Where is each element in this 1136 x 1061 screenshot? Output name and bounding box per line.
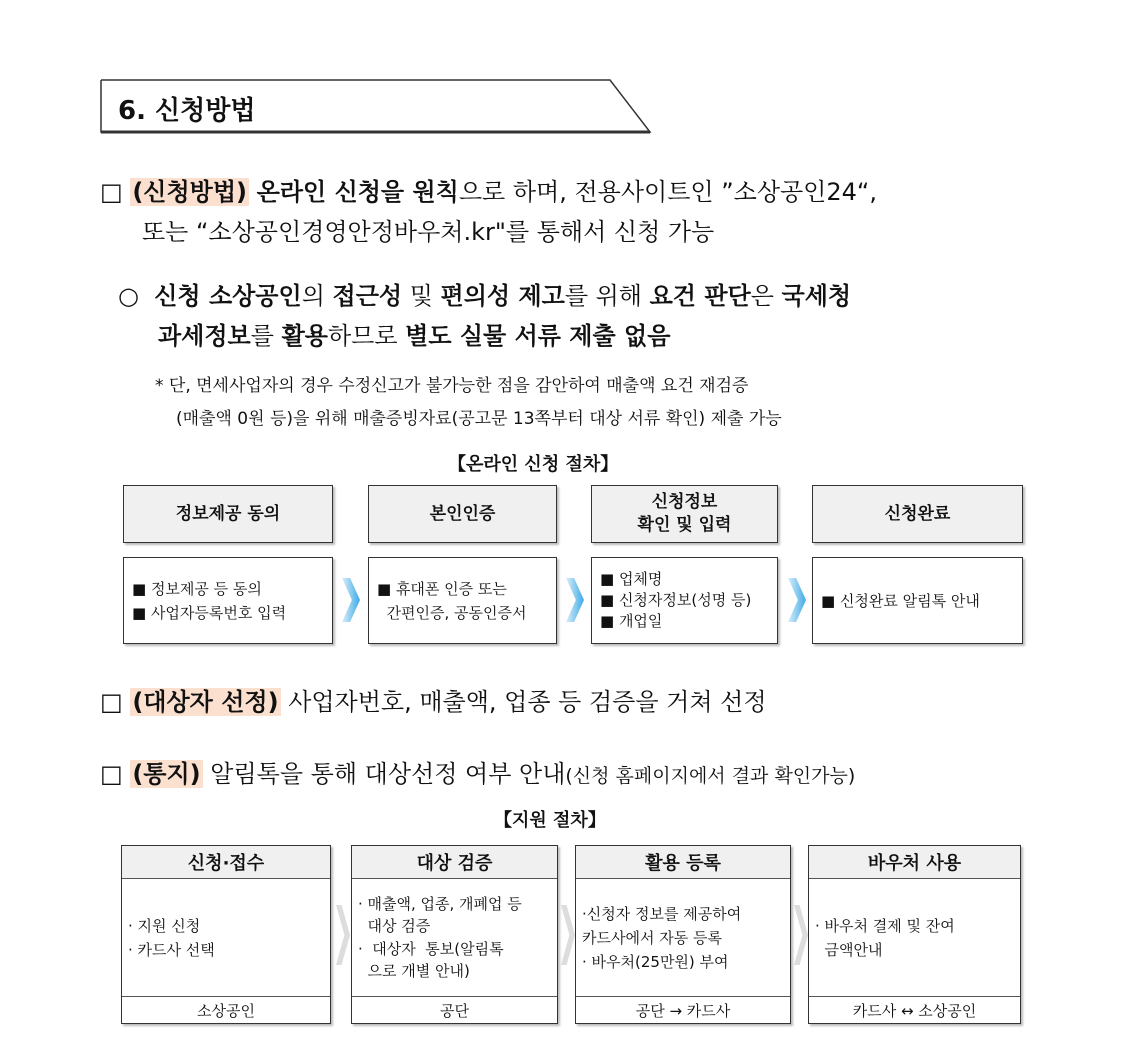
online-step-content — [123, 557, 333, 644]
text: ■ 사업자등록번호 입력 — [132, 603, 287, 622]
text: 접근성 — [332, 282, 403, 310]
text: ■ 개업일 — [600, 612, 663, 630]
item-notification — [100, 754, 855, 789]
text: 를 위해 — [564, 282, 650, 310]
text: 과세정보 — [158, 322, 251, 350]
text: 알림톡을 통해 대상선정 여부 안내 — [210, 760, 566, 788]
text: 소상공인 — [122, 996, 330, 1023]
text: 별도 실물 서류 제출 없음 — [405, 322, 671, 350]
text: (대상자 선정) — [132, 688, 279, 716]
text: 활용 등록 — [576, 846, 790, 879]
text: 으로 개별 안내) — [358, 962, 470, 980]
text: 신청·접수 — [122, 846, 330, 879]
item-target-selection — [100, 682, 767, 717]
online-step-content — [591, 557, 778, 644]
text: 하므로 — [327, 322, 406, 350]
text: 를 — [250, 322, 282, 350]
text: (신청방법) — [132, 178, 248, 206]
online-step-header: 본인인증 — [368, 485, 557, 543]
support-step — [808, 845, 1021, 1024]
text: · 바우처 결제 및 잔여 — [815, 916, 955, 935]
item-application-method — [100, 172, 877, 207]
text: 편의성 제고 — [440, 282, 565, 310]
support-process-title: 【지원 절차】 — [494, 810, 606, 831]
text: 대상 검증 — [358, 917, 431, 935]
text: 신청 소상공인 — [154, 282, 302, 310]
text: 공단 — [352, 996, 557, 1023]
text: 대상 검증 — [352, 846, 557, 879]
sub-item-accessibility-line2 — [158, 316, 670, 351]
online-step-header: 신청정보 확인 및 입력 — [591, 485, 778, 543]
text: · 대상자 통보(알림톡 — [358, 939, 504, 958]
text: ■ 휴대폰 인증 또는 — [377, 579, 507, 598]
sub-item-accessibility — [118, 276, 851, 311]
text: ·신청자 정보를 제공하여 — [582, 904, 742, 923]
checkbox-icon: □ — [100, 178, 123, 206]
online-step-content — [812, 557, 1023, 644]
text: ■ 신청완료 알림톡 안내 — [821, 591, 980, 610]
text: 사업자번호, 매출액, 업종 등 검증을 거쳐 선정 — [288, 688, 767, 716]
note-line2: (매출액 0원 등)을 위해 매출증빙자료(공고문 13쪽부터 대상 서류 확인) 제출 가능 — [176, 409, 782, 429]
online-step-content — [368, 557, 557, 644]
text: (통지) — [132, 760, 201, 788]
text: 으로 하며, 전용사이트인 ”소상공인24“, — [458, 178, 877, 206]
text: · 지원 신청 — [128, 916, 201, 935]
section-title: 6. 신청방법 — [118, 96, 256, 126]
arrow-right-icon — [561, 905, 575, 965]
online-process-title: 【온라인 신청 절차】 — [448, 454, 619, 475]
arrow-right-icon — [342, 578, 360, 622]
checkbox-icon: □ — [100, 760, 123, 788]
arrow-right-icon — [788, 578, 806, 622]
text: 간편인증, 공동인증서 — [377, 603, 527, 622]
text: 온라인 신청을 원칙 — [256, 178, 459, 206]
text: 활용 — [281, 322, 328, 350]
text: 바우처 사용 — [809, 846, 1020, 879]
text: 금액안내 — [815, 940, 883, 959]
text: 공단 → 카드사 — [576, 996, 790, 1023]
text: ■ 정보제공 등 동의 — [132, 579, 262, 598]
arrow-right-icon — [336, 905, 350, 965]
text: · 카드사 선택 — [128, 940, 215, 959]
support-step — [351, 845, 558, 1024]
text: 요건 판단 — [649, 282, 751, 310]
text: 카드사에서 자동 등록 — [582, 928, 722, 947]
text: 카드사 ↔ 소상공인 — [809, 996, 1020, 1023]
item-application-method-line2: 또는 “소상공인경영안정바우처.kr"를 통해서 신청 가능 — [142, 218, 715, 246]
online-step-header: 신청완료 — [812, 485, 1023, 543]
text: 은 — [750, 282, 782, 310]
text: · 바우처(25만원) 부여 — [582, 952, 729, 971]
text: · 매출액, 업종, 개폐업 등 — [358, 894, 522, 913]
text: 및 — [402, 282, 441, 310]
support-step — [121, 845, 331, 1024]
online-step-header: 정보제공 동의 — [123, 485, 333, 543]
text: ■ 업체명 — [600, 570, 663, 588]
note-line1: * 단, 면세사업자의 경우 수정신고가 불가능한 점을 감안하여 매출액 요건 재검증 — [155, 376, 749, 396]
arrow-right-icon — [794, 905, 808, 965]
support-step — [575, 845, 791, 1024]
checkbox-icon: □ — [100, 688, 123, 716]
text: 국세청 — [781, 282, 852, 310]
text: 의 — [301, 282, 333, 310]
arrow-right-icon — [566, 578, 584, 622]
text: (신청 홈페이지에서 결과 확인가능) — [565, 765, 856, 787]
text: ■ 신청자정보(성명 등) — [600, 591, 752, 609]
text: ○ — [118, 282, 139, 310]
